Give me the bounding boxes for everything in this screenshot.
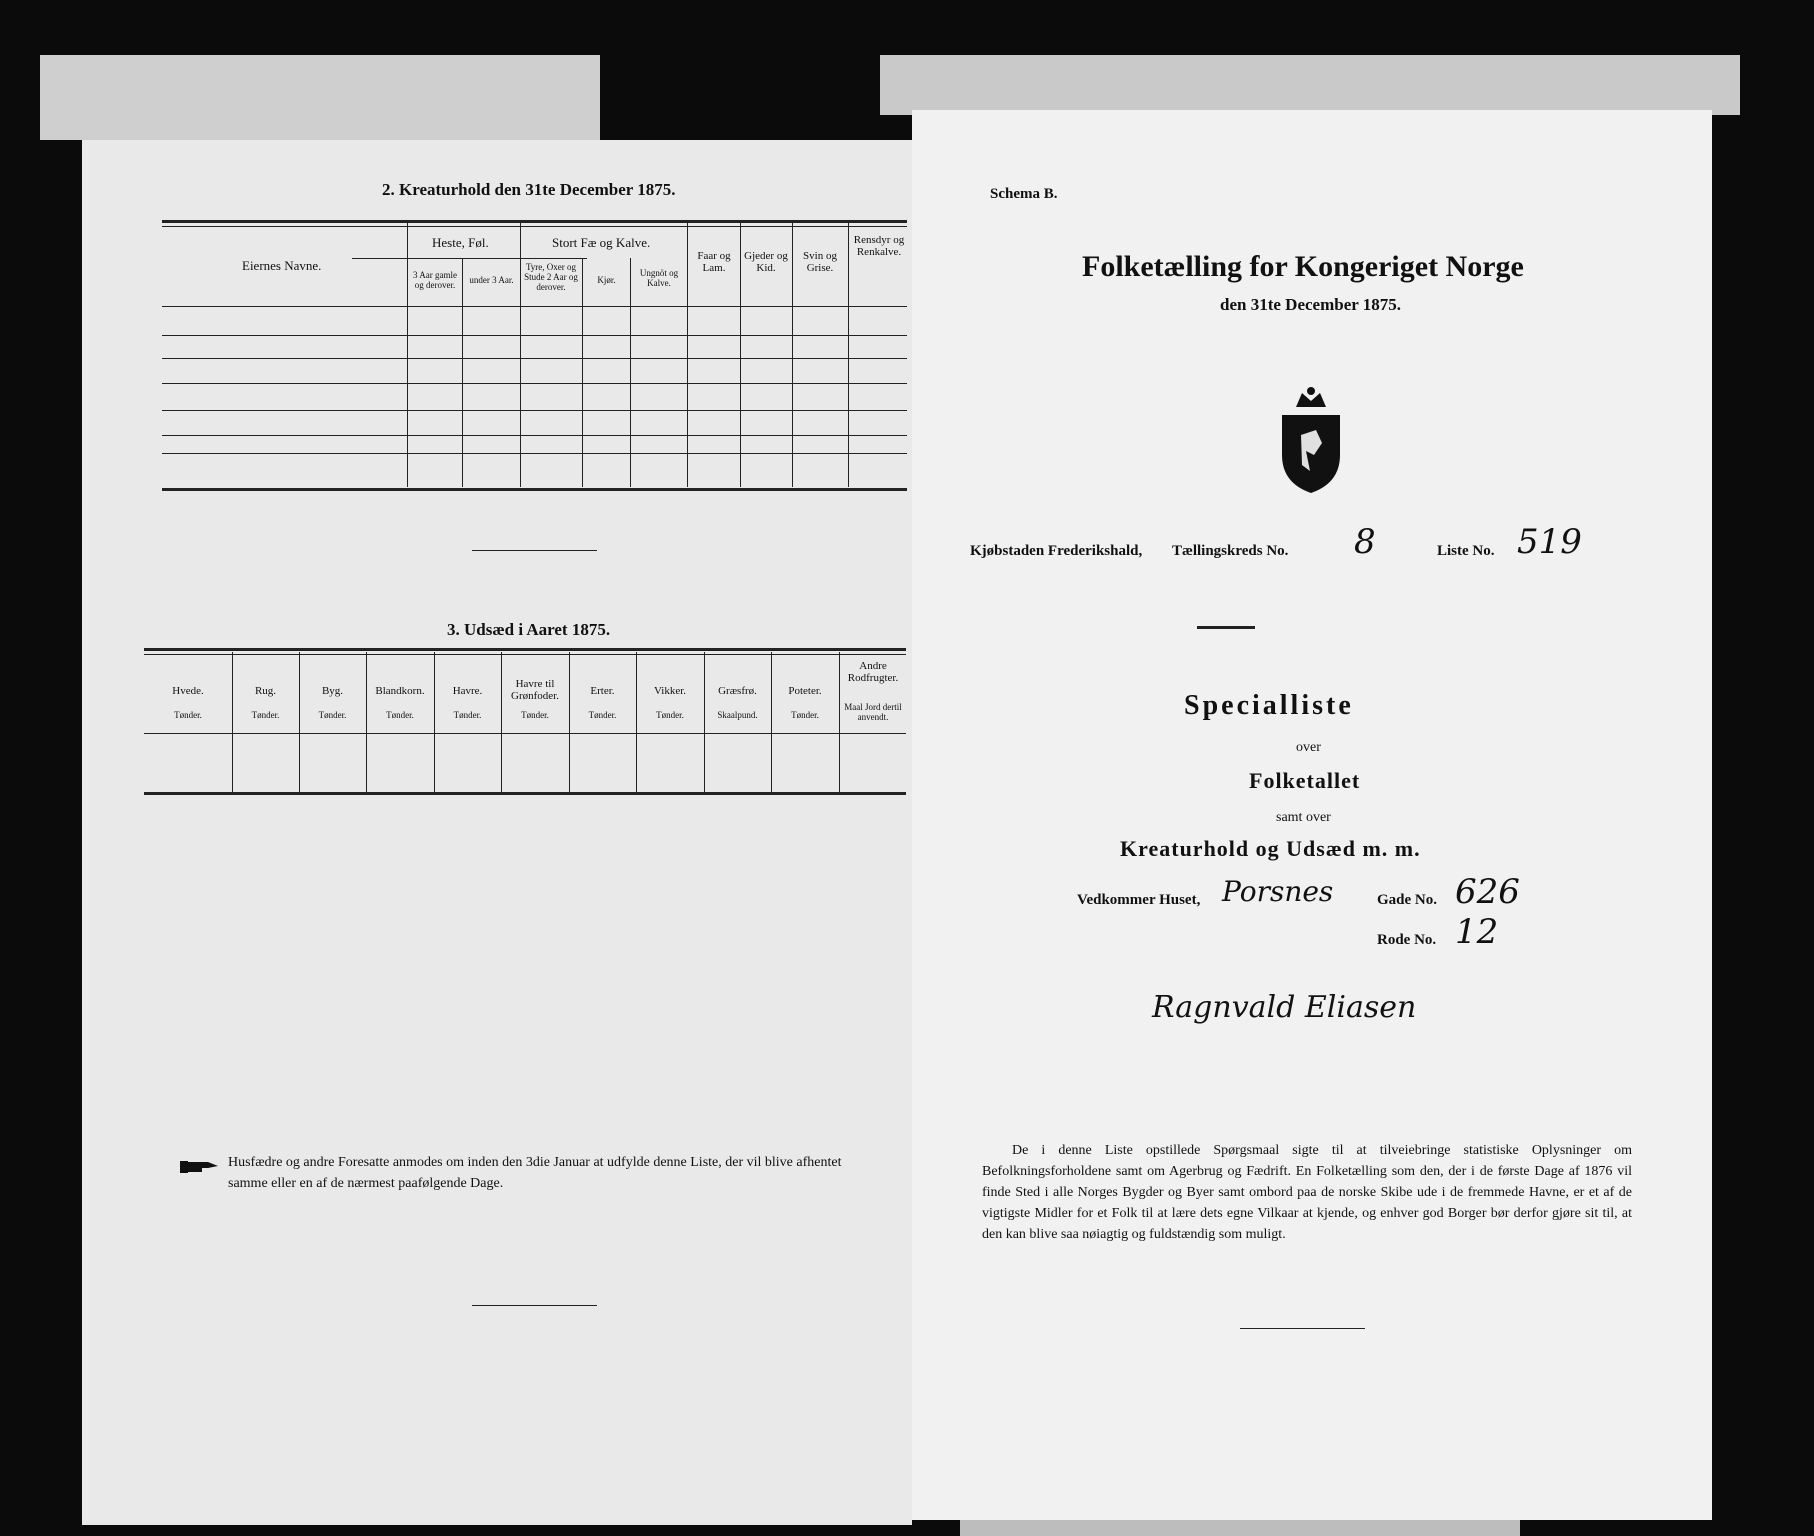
over-label-1: over: [1296, 740, 1321, 755]
reindeer-header: Rensdyr og Renkalve.: [853, 234, 905, 258]
schema-label: Schema B.: [990, 186, 1058, 202]
divider-1: [472, 550, 597, 551]
district-value: 8: [1354, 522, 1376, 562]
rode-label: Rode No.: [1377, 932, 1437, 948]
seed-col-11-name: Andre Rodfrugter.: [847, 660, 899, 684]
cattle-header: Stort Fæ og Kalve.: [552, 235, 651, 250]
right-page: [912, 110, 1712, 1520]
seed-col-2-name: Rug.: [254, 685, 277, 697]
seed-col-2-unit: Tønder.: [251, 710, 280, 720]
seed-col-6-name: Havre til Grønfoder.: [511, 678, 559, 702]
cattle-sub-3: Ungnöt og Kalve.: [639, 268, 679, 288]
seed-col-7-unit: Tønder.: [588, 710, 617, 720]
sheep-header: Faar og Lam.: [697, 250, 731, 274]
seed-col-8-name: Vikker.: [653, 685, 687, 697]
seed-col-1-unit: Tønder.: [174, 710, 202, 720]
divider-4: [1240, 1328, 1365, 1329]
divider-3: [1197, 626, 1255, 629]
house-value: Porsnes: [1222, 875, 1334, 908]
district-label: Tællingskreds No.: [1172, 543, 1289, 559]
gade-value: 626: [1455, 872, 1520, 912]
seed-col-3-unit: Tønder.: [318, 710, 347, 720]
kreaturhold-label: Kreaturhold og Udsæd m. m.: [1120, 836, 1421, 861]
seed-col-8-unit: Tønder.: [656, 710, 684, 720]
signature: Ragnvald Eliasen: [1152, 990, 1417, 1025]
horses-sub-1: 3 Aar gamle og derover.: [413, 270, 457, 290]
goats-header: Gjeder og Kid.: [744, 250, 788, 274]
seed-col-6-unit: Tønder.: [521, 710, 549, 720]
list-label: Liste No.: [1437, 543, 1495, 559]
pointing-hand-icon: [180, 1158, 220, 1176]
cattle-sub-2: Kjør.: [597, 275, 616, 285]
seed-col-9-unit: Skaalpund.: [717, 710, 758, 720]
paper-edge-right-top: [880, 55, 1740, 115]
divider-2: [472, 1305, 597, 1306]
seed-col-3-name: Byg.: [321, 685, 344, 697]
seed-col-5-name: Havre.: [452, 685, 483, 697]
footer-paragraph: De i denne Liste opstillede Spørgsmaal sigte til at tilveiebringe statistiske Oplysninger om Befolkningsforholdene samt om Agerbrug og Fædrift. En Folketælling som den, der i de første Dage af 1876 vil finde Sted i alle Norges Bygder og Byer samt ombord paa de norske Skibe ude i de fremmede Havne, er et af de vigtigste Midler for et Folk til at lære dets egne Vilkaar at kjende, og enhver god Borger bør derfor gjøre sit til, at den kan blive saa nøiagtig og fuldstændig som muligt.: [982, 1143, 1632, 1242]
samt-over-label: samt over: [1276, 810, 1331, 825]
seed-col-4-name: Blandkorn.: [375, 685, 425, 697]
rode-value: 12: [1455, 912, 1499, 952]
horses-sub-2: under 3 Aar.: [469, 275, 514, 285]
seed-col-10-name: Poteter.: [788, 685, 822, 697]
notice-text: Husfædre og andre Foresatte anmodes om inden den 3die Januar at udfylde denne Liste, der vil blive afhentet samme eller en af de nærmest paafølgende Dage.: [228, 1155, 842, 1191]
paper-edge-left-top: [40, 55, 600, 140]
list-value: 519: [1517, 522, 1582, 562]
left-page: [82, 140, 912, 1525]
census-title: Folketælling for Kongeriget Norge: [1082, 250, 1524, 283]
house-label: Vedkommer Huset,: [1077, 892, 1201, 908]
seed-col-5-unit: Tønder.: [453, 710, 482, 720]
folketallet-label: Folketallet: [1249, 768, 1361, 793]
cattle-sub-1: Tyre, Oxer og Stude 2 Aar og derover.: [524, 262, 578, 292]
coat-of-arms-icon: [1276, 385, 1346, 495]
section2-title: 2. Kreaturhold den 31te December 1875.: [382, 180, 676, 199]
specialliste-heading: Specialliste: [1184, 690, 1354, 721]
seed-col-7-name: Erter.: [590, 685, 615, 697]
gade-label: Gade No.: [1377, 892, 1437, 908]
pigs-header: Svin og Grise.: [803, 250, 837, 274]
census-date: den 31te December 1875.: [1220, 295, 1401, 314]
section3-title: 3. Udsæd i Aaret 1875.: [447, 620, 611, 639]
owners-header: Eiernes Navne.: [242, 258, 322, 273]
seed-col-10-unit: Tønder.: [791, 710, 819, 720]
horses-header: Heste, Føl.: [432, 235, 489, 250]
seed-col-11-unit: Maal Jord dertil anvendt.: [844, 702, 902, 722]
town-label: Kjøbstaden Frederikshald,: [970, 543, 1143, 559]
seed-col-1-name: Hvede.: [172, 685, 204, 697]
seed-col-9-name: Græsfrø.: [718, 685, 757, 697]
seed-col-4-unit: Tønder.: [386, 710, 414, 720]
